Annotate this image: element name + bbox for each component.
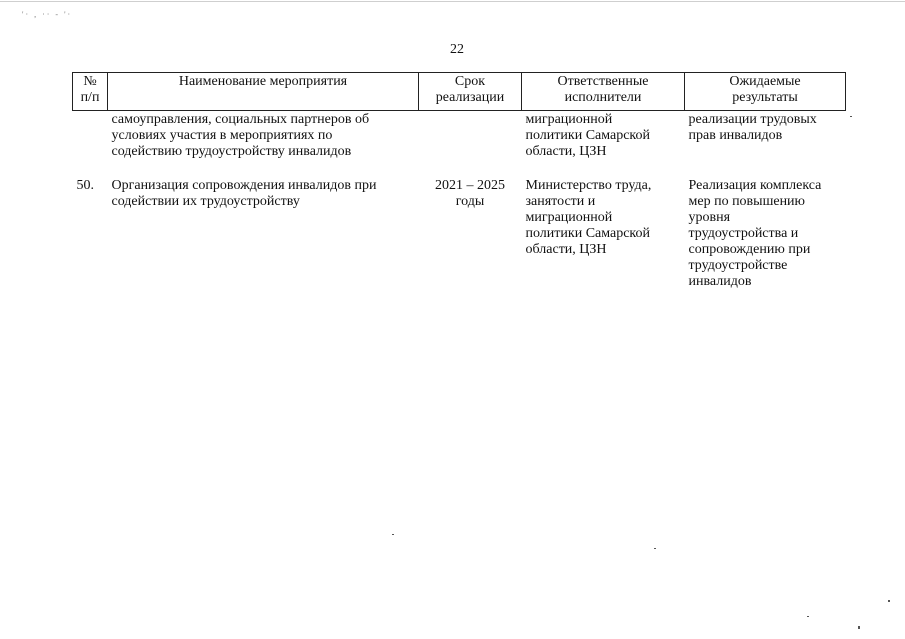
measures-table: [72, 72, 846, 290]
scan-speck: [807, 616, 809, 617]
scan-speck: [888, 600, 890, 602]
row-number: 50.: [76, 178, 94, 193]
header-results: Ожидаемые результаты: [685, 73, 846, 111]
row-measure-name: самоуправления, социальных партнеров об условиях участия в мероприятиях по содействию трудоустройству инвалидов: [111, 112, 370, 159]
scan-speck: [654, 548, 656, 549]
header-number: № п/п: [73, 73, 108, 111]
row-executors: миграционной политики Самарской области, ЦЗН: [525, 112, 651, 159]
row-term: [419, 111, 522, 179]
table-row: [73, 111, 846, 179]
row-executors: Министерство труда, занятости и миграционной политики Самарской области, ЦЗН: [525, 178, 652, 257]
table-header: [73, 73, 846, 111]
header-measure-name: Наименование мероприятия: [108, 73, 419, 111]
row-number: [73, 111, 108, 179]
row-results: Реализация комплекса мер по повышению уровня трудоустройства и сопровождению при трудоустройстве инвалидов: [688, 178, 822, 289]
row-results: реализации трудовых прав инвалидов: [688, 112, 817, 143]
table-header-row: [73, 73, 846, 111]
scan-speck: [858, 626, 860, 629]
page-number: 22: [450, 42, 464, 57]
scan-speck: [392, 534, 394, 535]
scan-artifact-marks: '· , ·· - '·: [22, 10, 73, 19]
scan-speck: [850, 116, 852, 117]
page-top-edge: [0, 1, 905, 2]
table-row: [73, 178, 846, 290]
row-measure-name: Организация сопровождения инвалидов при содействии их трудоустройству: [111, 178, 377, 209]
header-executors: Ответственные исполнители: [522, 73, 685, 111]
row-term: 2021 – 2025 годы: [435, 178, 505, 209]
table-body: [73, 111, 846, 291]
header-term: Срок реализации: [419, 73, 522, 111]
